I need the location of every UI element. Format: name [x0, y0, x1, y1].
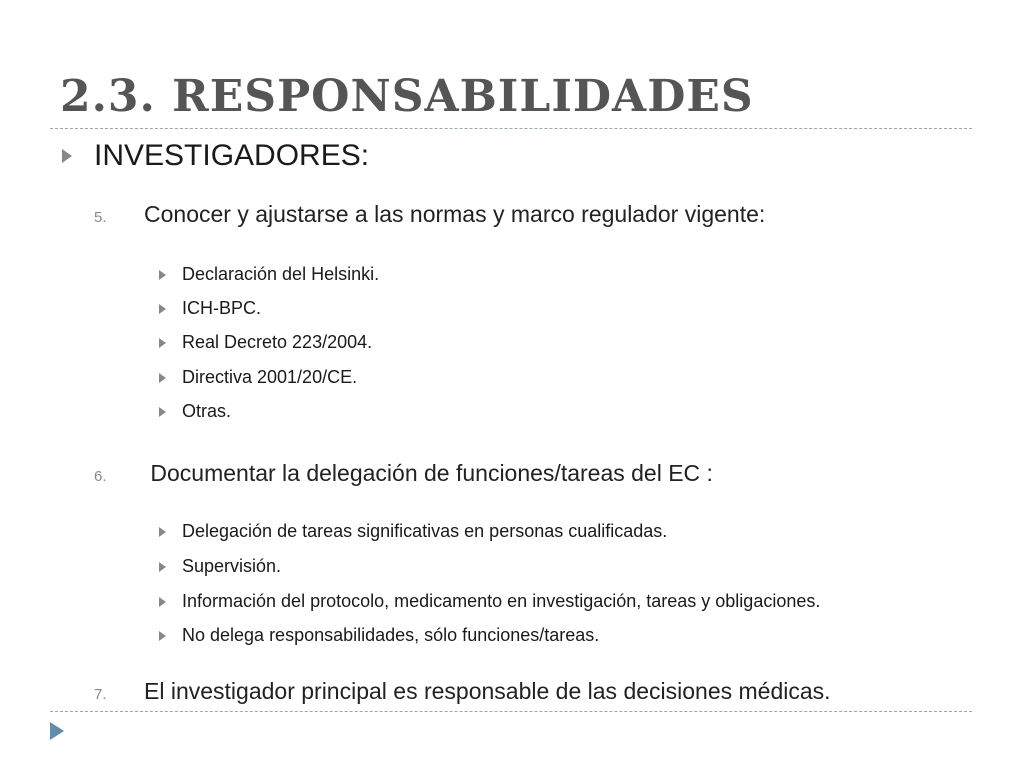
sub-bullet-text: ICH-BPC. [182, 298, 262, 318]
sub-bullet-text: No delega responsabilidades, sólo funciones/tareas. [182, 625, 600, 645]
sub-bullet [158, 298, 261, 319]
sub-bullet [158, 625, 599, 646]
sub-bullet [158, 521, 667, 542]
numbered-item-6 [94, 460, 713, 487]
sub-bullet [158, 367, 357, 388]
sub-bullet-text: Delegación de tareas significativas en personas cualificadas. [182, 521, 668, 541]
sub-bullet [158, 591, 820, 612]
item-number: 5. [94, 209, 107, 226]
triangle-bullet-icon [158, 526, 167, 538]
sub-bullet-text: Otras. [182, 401, 232, 421]
level1-bullet [60, 138, 369, 174]
triangle-bullet-icon [158, 596, 167, 608]
corner-arrow-icon [48, 720, 66, 742]
triangle-bullet-icon [158, 303, 167, 315]
top-divider [50, 128, 972, 129]
triangle-bullet-icon [158, 269, 167, 281]
sub-bullet [158, 556, 281, 577]
bottom-divider [50, 711, 972, 712]
item-text: El investigador principal es responsable de las decisiones médicas. [144, 678, 831, 704]
triangle-bullet-icon [158, 372, 167, 384]
triangle-bullet-icon [60, 147, 74, 165]
numbered-item-5 [94, 201, 765, 228]
sub-bullet-text: Supervisión. [182, 556, 282, 576]
sub-bullet-text: Información del protocolo, medicamento en investigación, tareas y obligaciones. [182, 591, 821, 611]
item-number: 6. [94, 468, 107, 485]
numbered-item-7 [94, 678, 831, 705]
sub-bullet [158, 264, 379, 285]
item-text: Documentar la delegación de funciones/tareas del EC : [144, 460, 713, 486]
triangle-bullet-icon [158, 561, 167, 573]
level1-text: INVESTIGADORES: [94, 139, 370, 172]
sub-bullet-text: Declaración del Helsinki. [182, 264, 380, 284]
sub-bullet-text: Real Decreto 223/2004. [182, 332, 373, 352]
triangle-bullet-icon [158, 630, 167, 642]
sub-bullet [158, 401, 231, 422]
item-number: 7. [94, 686, 107, 703]
sub-bullet [158, 332, 372, 353]
item-text: Conocer y ajustarse a las normas y marco regulador vigente: [144, 201, 766, 227]
triangle-bullet-icon [158, 406, 167, 418]
slide-title: 2.3. RESPONSABILIDADES [60, 71, 754, 122]
sub-bullet-text: Directiva 2001/20/CE. [182, 367, 358, 387]
triangle-bullet-icon [158, 337, 167, 349]
